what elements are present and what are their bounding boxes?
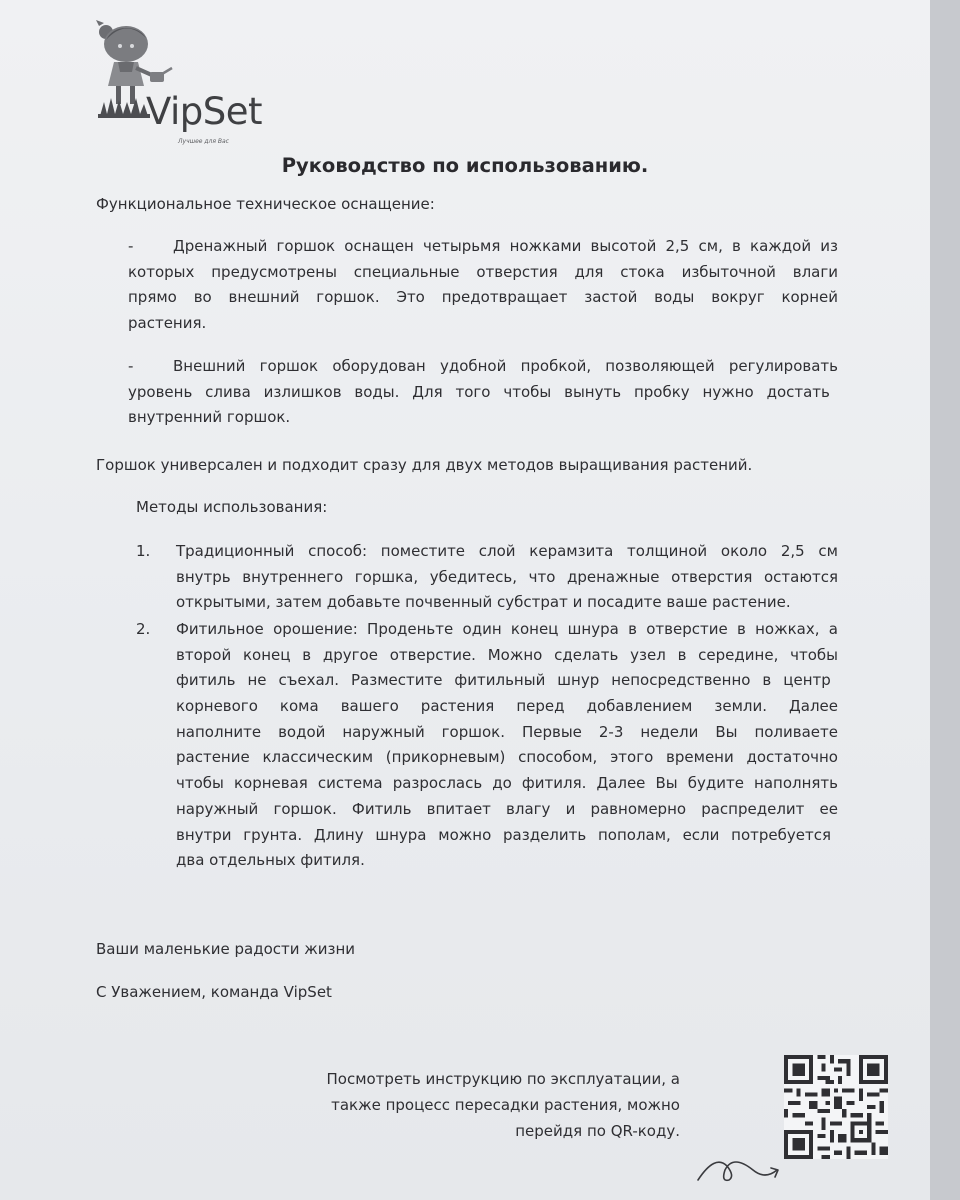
method-line: Фитильное орошение: Проденьте один конец шнура в отверстие в ножках, а [176, 620, 838, 638]
bullet-line: внутренний горшок. [128, 408, 291, 427]
bullet-item [128, 354, 838, 431]
vipset-logo [96, 14, 266, 154]
universal-note: Горшок универсален и подходит сразу для двух методов выращивания растений. [96, 456, 753, 474]
qr-note-line: также процесс пересадки растения, можно [331, 1096, 680, 1114]
methods-heading: Методы использования: [136, 498, 328, 516]
bullet-line: Дренажный горшок оснащен четырьмя ножками высотой 2,5 см, в каждой из [173, 237, 838, 255]
method-line: фитиль не съехал. Разместите фитильный шнур непосредственно в центр [176, 671, 831, 690]
logo-tagline: Лучшее для Вас [178, 138, 229, 145]
method-line: второй конец в другое отверстие. Можно сделать узел в середине, чтобы [176, 645, 838, 664]
method-line: открытыми, затем добавьте почвенный субстрат и посадите ваше растение. [176, 593, 791, 612]
method-number: 2. [136, 620, 151, 638]
method-line: два отдельных фитиля. [176, 851, 365, 870]
bullet-line: уровень слива излишков воды. Для того чтобы вынуть пробку нужно достать [128, 382, 830, 401]
method-line: чтобы корневая система разрослась до фитиля. Далее Вы будите наполнять [176, 774, 838, 793]
bullet-line: Внешний горшок оборудован удобной пробкой, позволяющей регулировать [173, 357, 838, 375]
qr-note-line: перейдя по QR-коду. [515, 1122, 680, 1140]
method-number: 1. [136, 542, 151, 560]
method-line: внутрь внутреннего горшка, убедитесь, что дренажные отверстия остаются [176, 567, 838, 586]
method-line: внутри грунта. Длину шнура можно разделить пополам, если потребуется [176, 825, 831, 844]
bullet-marker: - [128, 357, 134, 375]
bullet-line: растения. [128, 314, 207, 333]
page-title: Руководство по использованию. [281, 154, 649, 177]
qr-note-line: Посмотреть инструкцию по эксплуатации, а [326, 1070, 680, 1088]
method-line: корневого кома вашего растения перед добавлением земли. Далее [176, 697, 838, 716]
qr-code-icon[interactable] [784, 1055, 888, 1159]
closing-signature: С Уважением, команда VipSet [96, 983, 332, 1001]
bullet-line: которых предусмотрены специальные отверстия для стока избыточной влаги [128, 262, 838, 281]
method-line: наружный горшок. Фитиль впитает влагу и равномерно распределит ее [176, 799, 838, 818]
section-heading: Функциональное техническое оснащение: [96, 195, 435, 213]
closing-wish: Ваши маленькие радости жизни [96, 940, 356, 958]
method-item [176, 617, 838, 874]
curly-arrow-icon [695, 1140, 785, 1190]
bullet-marker: - [128, 237, 134, 255]
bullet-item [128, 234, 838, 337]
qr-instruction-note [326, 1066, 680, 1144]
logo-wordmark: VipSet [146, 90, 263, 133]
bullet-line: прямо во внешний горшок. Это предотвращает застой воды вокруг корней [128, 288, 838, 307]
method-item [176, 539, 838, 616]
method-line: Традиционный способ: поместите слой керамзита толщиной около 2,5 см [176, 542, 838, 560]
method-line: наполните водой наружный горшок. Первые 2-3 недели Вы поливаете [176, 722, 838, 741]
method-line: растение классическим (прикорневым) способом, этого времени достаточно [176, 748, 838, 767]
